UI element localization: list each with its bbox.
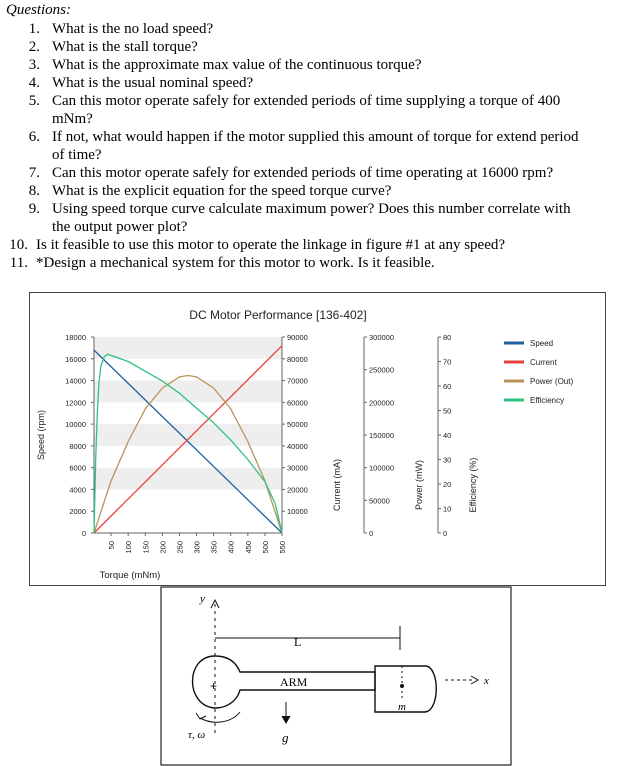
grid-band: [94, 337, 282, 359]
question-number: 4.: [28, 75, 40, 91]
torque-tick-label: 400: [226, 541, 236, 554]
secondary-tick-label: 300000: [369, 333, 395, 342]
secondary-tick-label: 200000: [369, 398, 395, 408]
torque-tick-label: 100: [124, 541, 134, 554]
gravity-label: g: [282, 730, 289, 745]
question-line: [0, 38, 619, 56]
questions-heading: Questions:: [6, 2, 71, 18]
question-number: 3.: [28, 57, 40, 73]
question-text: Can this motor operate safely for extended periods of time operating at 16000 rpm?: [52, 165, 554, 181]
question-text: What is the explicit equation for the speed torque curve?: [52, 183, 392, 199]
torque-tick-label: 50: [107, 541, 117, 550]
speed-tick-label: 18000: [65, 333, 86, 342]
secondary-tick-label: 0: [443, 529, 448, 538]
secondary-axis-label: Efficiency (%): [468, 457, 478, 513]
question-text: Is it feasible to use this motor to operate the linkage in figure #1 at any speed?: [36, 237, 506, 253]
torque-axis-label: Torque (mNm): [99, 570, 161, 581]
secondary-axis-label: Current (mA): [332, 458, 342, 512]
question-line: [0, 254, 619, 272]
question-line: [0, 164, 619, 182]
question-line: [0, 218, 619, 236]
length-label: L: [294, 635, 302, 649]
question-number: 8.: [28, 183, 40, 199]
secondary-tick-label: 70000: [287, 376, 308, 386]
legend-label: Power (Out): [530, 377, 574, 386]
torque-tick-label: 250: [175, 541, 185, 554]
question-text: What is the approximate max value of the continuous torque?: [52, 57, 422, 73]
grid-band: [94, 468, 282, 490]
secondary-tick-label: 60000: [287, 398, 308, 408]
pivot-plus: +: [210, 679, 218, 693]
linkage-figure: [160, 586, 512, 766]
speed-tick-label: 8000: [69, 441, 86, 451]
question-line: [0, 20, 619, 38]
torque-tick-label: 500: [260, 541, 270, 554]
secondary-tick-label: 100000: [369, 463, 395, 473]
speed-tick-label: 12000: [65, 398, 86, 408]
question-text: Can this motor operate safely for extended periods of time supplying a torque of 400: [52, 93, 561, 109]
secondary-tick-label: 50000: [287, 420, 308, 430]
speed-tick-label: 16000: [65, 354, 86, 364]
secondary-tick-label: 80: [443, 333, 452, 342]
speed-tick-label: 10000: [65, 420, 86, 430]
question-text: What is the no load speed?: [52, 21, 214, 37]
speed-axis-label: Speed (rpm): [36, 409, 46, 461]
question-number: 1.: [28, 21, 40, 37]
secondary-tick-label: 50: [443, 406, 452, 416]
torque-tick-label: 450: [243, 541, 253, 554]
secondary-tick-label: 50000: [369, 496, 390, 506]
secondary-tick-label: 90000: [287, 333, 308, 342]
secondary-tick-label: 40: [443, 431, 452, 440]
chart-title: DC Motor Performance [136-402]: [189, 308, 367, 322]
question-text: What is the stall torque?: [52, 39, 198, 55]
secondary-axis-label: Power (mW): [414, 460, 424, 510]
secondary-tick-label: 40000: [287, 441, 308, 451]
question-number: 5.: [28, 93, 40, 109]
question-line: [0, 128, 619, 146]
question-number: 7.: [28, 165, 40, 181]
speed-tick-label: 6000: [69, 463, 86, 473]
secondary-tick-label: 150000: [369, 431, 395, 440]
secondary-tick-label: 30000: [287, 463, 308, 473]
y-axis-label: y: [200, 593, 205, 605]
legend-label: Efficiency: [530, 396, 565, 405]
question-number: 10.: [9, 237, 28, 253]
dc-motor-chart: [29, 292, 606, 586]
question-line: [0, 74, 619, 92]
torque-tick-label: 550: [278, 541, 287, 554]
question-number: 6.: [28, 129, 40, 145]
grid-band: [94, 381, 282, 403]
legend-label: Speed: [530, 339, 554, 348]
mass-center-dot: [400, 684, 404, 688]
chart-canvas: [30, 293, 605, 585]
question-line: [0, 56, 619, 74]
question-text: of time?: [52, 147, 102, 163]
torque-tick-label: 200: [158, 541, 168, 554]
question-text: the output power plot?: [52, 219, 188, 235]
secondary-tick-label: 80000: [287, 354, 308, 364]
secondary-tick-label: 250000: [369, 365, 395, 375]
question-line: [0, 110, 619, 128]
legend-label: Current: [530, 358, 557, 367]
question-line: [0, 182, 619, 200]
secondary-tick-label: 20000: [287, 485, 308, 495]
secondary-tick-label: 60: [443, 382, 452, 391]
secondary-tick-label: 20: [443, 480, 452, 489]
x-axis-label: x: [484, 675, 489, 687]
question-number: 2.: [28, 39, 40, 55]
speed-tick-label: 4000: [69, 485, 86, 495]
grid-band: [94, 424, 282, 446]
torque-tick-label: 150: [141, 541, 151, 554]
secondary-tick-label: 10: [443, 504, 452, 514]
mass-label: m: [398, 701, 406, 713]
question-line: [0, 200, 619, 218]
speed-tick-label: 2000: [69, 507, 86, 517]
question-number: 11.: [9, 255, 28, 271]
question-text: *Design a mechanical system for this motor to work. Is it feasible.: [36, 255, 435, 271]
question-line: [0, 146, 619, 164]
secondary-tick-label: 70: [443, 357, 452, 367]
question-line: [0, 92, 619, 110]
speed-tick-label: 0: [81, 529, 86, 538]
question-number: 9.: [28, 201, 40, 217]
secondary-tick-label: 10000: [287, 507, 308, 517]
secondary-tick-label: 0: [369, 529, 374, 538]
torque-tick-label: 300: [192, 541, 202, 554]
question-text: Using speed torque curve calculate maximum power? Does this number correlate with: [52, 201, 571, 217]
question-line: [0, 236, 619, 254]
secondary-tick-label: 30: [443, 455, 452, 465]
figure-border: [161, 587, 511, 765]
torque-tick-label: 350: [209, 541, 219, 554]
speed-tick-label: 14000: [65, 376, 86, 386]
question-text: What is the usual nominal speed?: [52, 75, 254, 91]
question-text: mNm?: [52, 111, 93, 127]
torque-omega-label: τ, ω: [188, 729, 206, 741]
question-text: If not, what would happen if the motor supplied this amount of torque for extend period: [52, 129, 579, 145]
arm-label: ARM: [280, 675, 308, 689]
